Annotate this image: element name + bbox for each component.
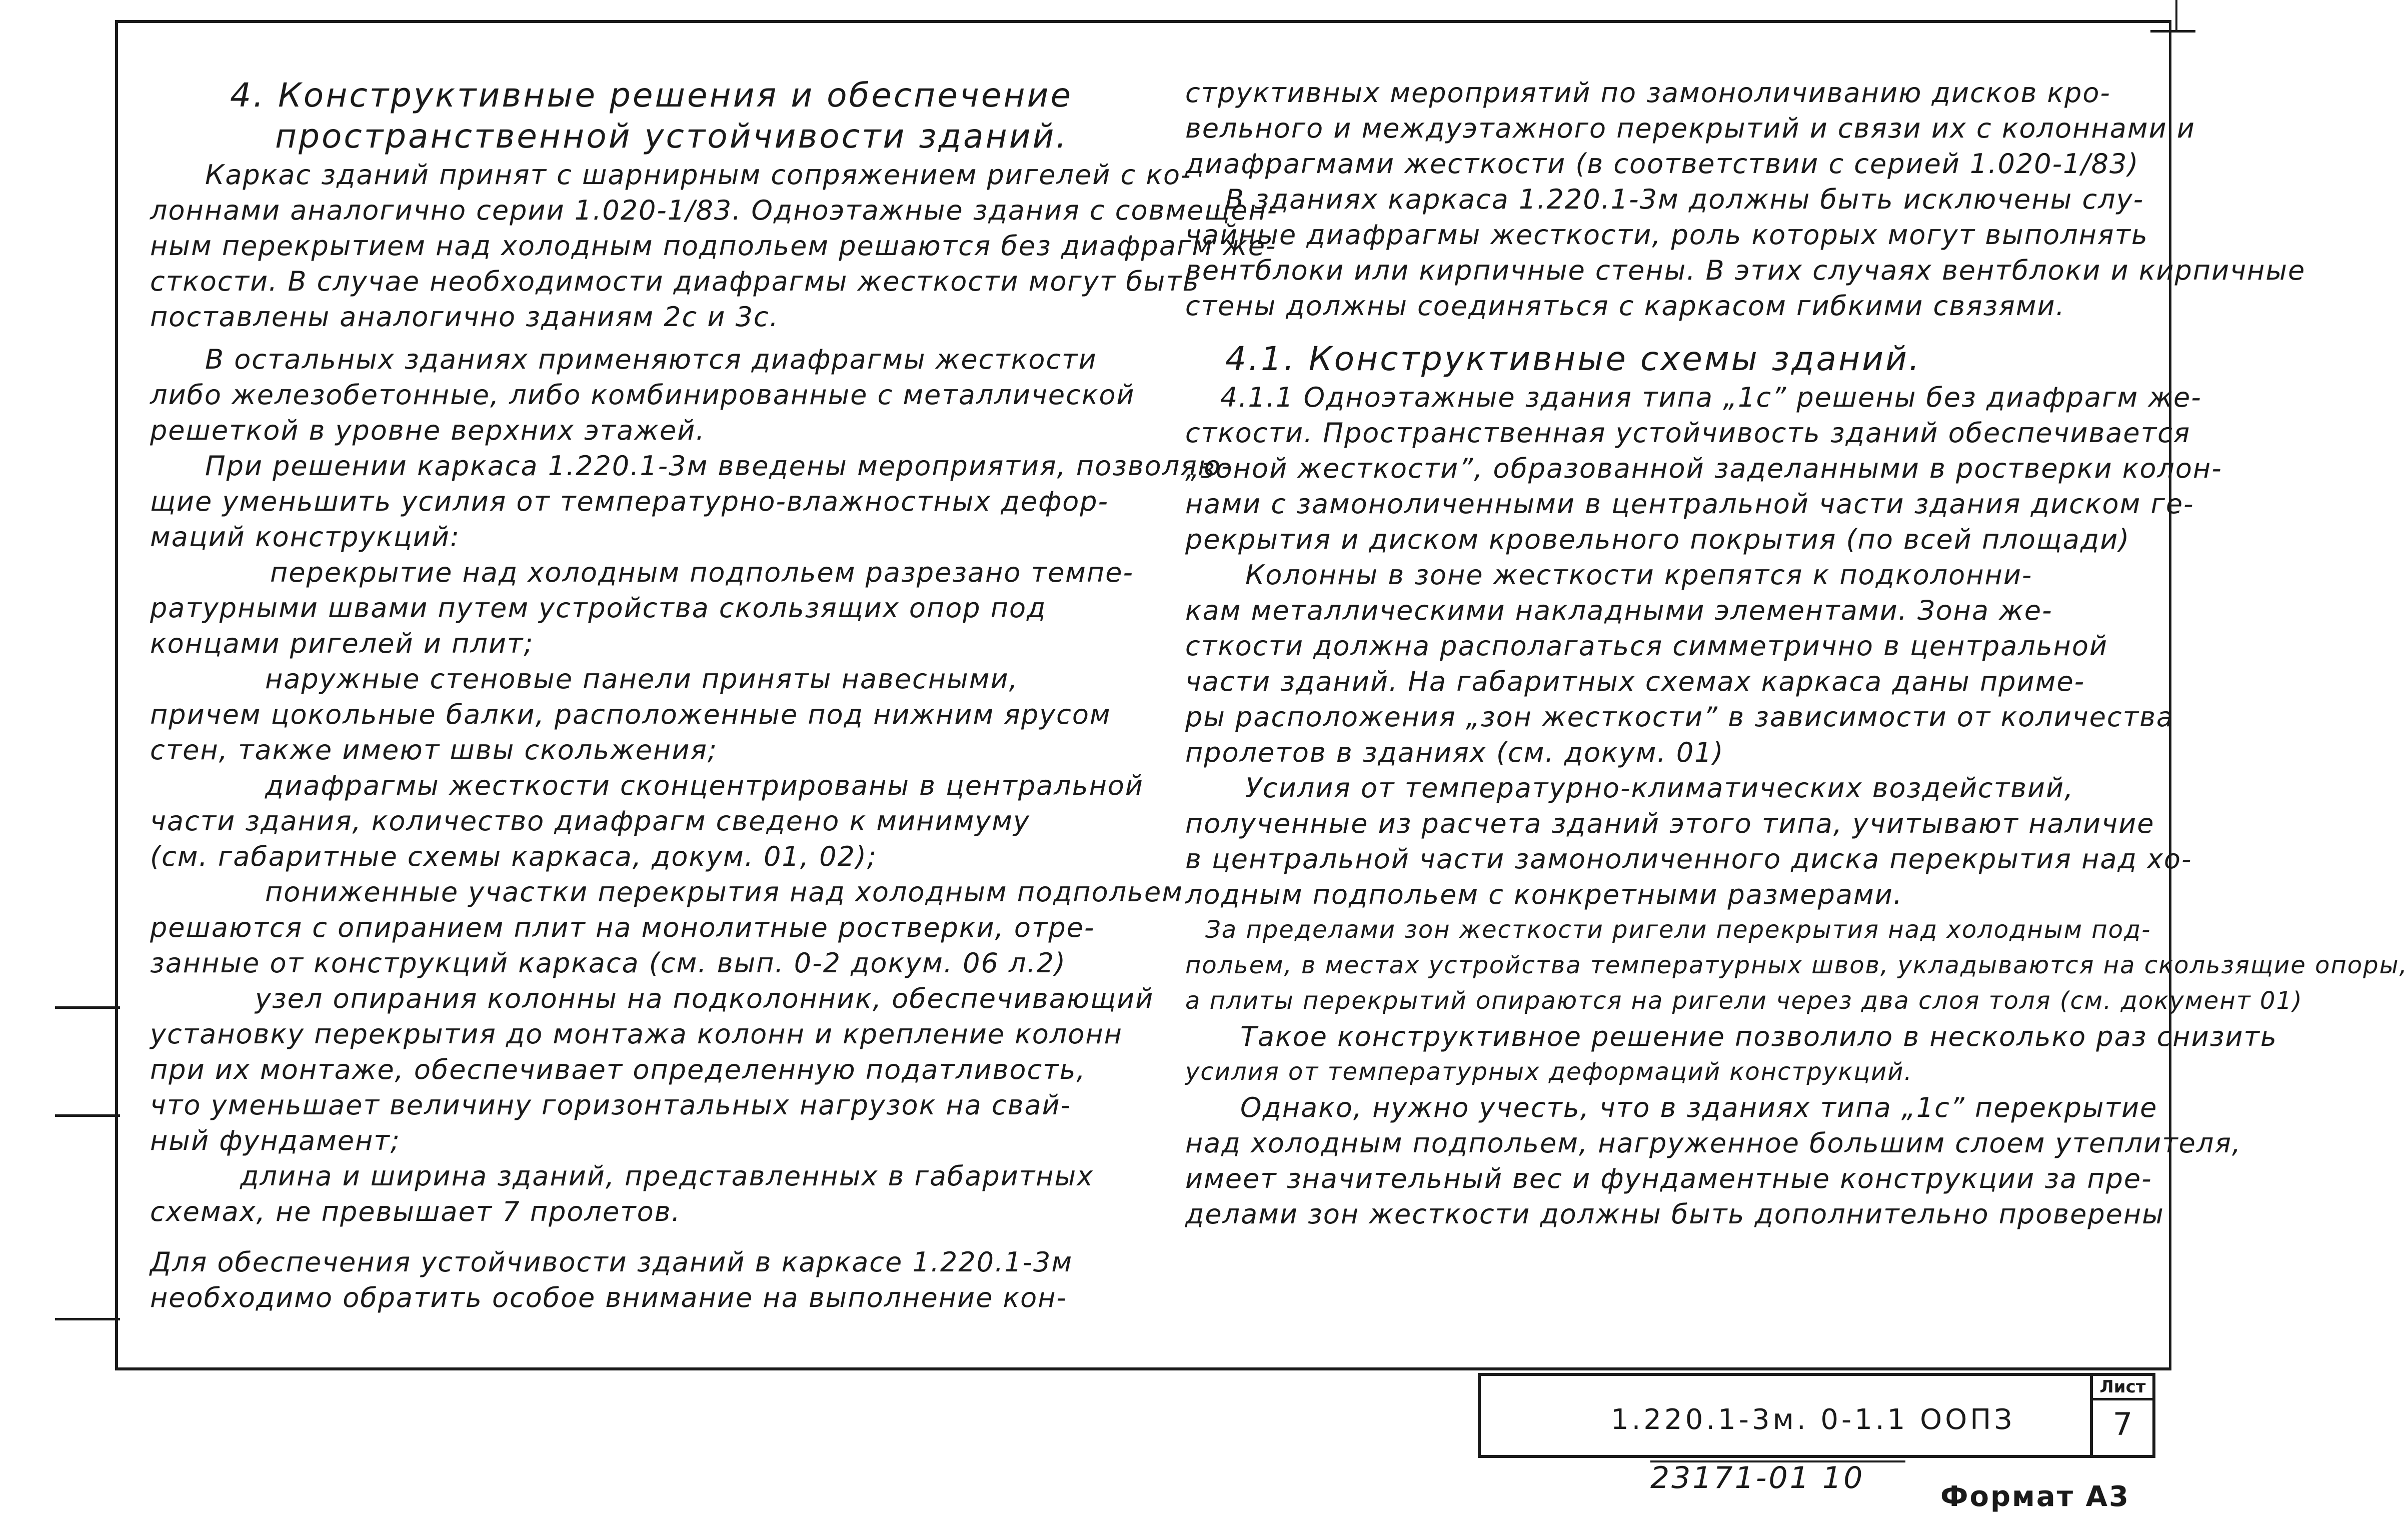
text-line: пролетов в зданиях (см. докум. 01)	[1185, 737, 1724, 768]
left-text-column	[150, 75, 1278, 1315]
frame-corner-mark	[2150, 30, 2195, 33]
text-line: делами зон жесткости должны быть дополнительно проверены	[1185, 1198, 2164, 1230]
section-heading: пространственной устойчивости зданий.	[275, 117, 1069, 156]
text-line: концами ригелей и плит;	[150, 628, 534, 659]
sheet-format: Формат А3	[1940, 1480, 2130, 1513]
text-line: ры расположения „зон жесткости” в зависимости от количества	[1185, 701, 2174, 733]
text-line: имеет значительный вес и фундаментные конструкции за пре-	[1185, 1163, 2152, 1194]
text-line: маций конструкций:	[150, 521, 461, 553]
frame-corner-mark	[2175, 0, 2177, 30]
text-line: В остальных зданиях применяются диафрагмы жесткости	[205, 344, 1097, 375]
text-line: „зоной жесткости”, образованной заделанными в ростверки колон-	[1185, 453, 2222, 484]
text-line: поставлены аналогично зданиям 2с и 3с.	[150, 301, 779, 333]
text-line: над холодным подпольем, нагруженное большим слоем утеплителя,	[1185, 1127, 2242, 1159]
binding-tick	[55, 1114, 120, 1117]
text-line: сткости. В случае необходимости диафрагмы жесткости могут быть	[150, 266, 1200, 297]
text-line: ратурными швами путем устройства скользящих опор под	[150, 592, 1047, 624]
section-heading: 4. Конструктивные решения и обеспечение	[230, 76, 1073, 115]
text-line: в центральной части замоноличенного диска перекрытия над хо-	[1185, 843, 2192, 875]
text-line: причем цокольные балки, расположенные под нижним ярусом	[150, 699, 1111, 730]
text-line: 4.1.1 Одноэтажные здания типа „1с” решены без диафрагм же-	[1220, 382, 2202, 413]
binding-tick	[55, 1318, 120, 1320]
text-line: сткости должна располагаться симметрично в центральной	[1185, 630, 2108, 662]
text-line: структивных мероприятий по замоноличиванию дисков кро-	[1185, 77, 2111, 109]
text-line: Такое конструктивное решение позволило в несколько раз снизить	[1240, 1021, 2277, 1052]
text-line: схемах, не превышает 7 пролетов.	[150, 1196, 681, 1227]
text-line: лодным подпольем с конкретными размерами.	[1185, 879, 1903, 910]
text-line: кам металлическими накладными элементами. Зона же-	[1185, 595, 2053, 626]
text-line: щие уменьшить усилия от температурно-влажностных дефор-	[150, 486, 1109, 517]
text-line: сткости. Пространственная устойчивость зданий обеспечивается	[1185, 417, 2191, 449]
sheet-number: 7	[2112, 1406, 2133, 1442]
subsection-heading: 4.1. Конструктивные схемы зданий.	[1225, 340, 1921, 378]
text-line: стен, также имеют швы скольжения;	[150, 734, 718, 766]
text-line: решеткой в уровне верхних этажей.	[150, 415, 706, 446]
text-line: части здания, количество диафрагм сведено к минимуму	[150, 805, 1030, 837]
text-line: решаются с опиранием плит на монолитные ростверки, отре-	[150, 912, 1095, 943]
text-line: занные от конструкций каркаса (см. вып. 0-2 докум. 06 л.2)	[150, 947, 1067, 979]
text-line: установку перекрытия до монтажа колонн и крепление колонн	[150, 1018, 1123, 1050]
text-line: Для обеспечения устойчивости зданий в каркасе 1.220.1-3м	[150, 1246, 1073, 1278]
text-line: диафрагмами жесткости (в соответствии с серией 1.020-1/83)	[1185, 148, 2139, 180]
text-line: ным перекрытием над холодным подпольем решаются без диафрагм же-	[150, 230, 1277, 262]
text-line: лоннами аналогично серии 1.020-1/83. Одноэтажные здания с совмещен-	[150, 195, 1278, 226]
text-line: Усилия от температурно-климатических воздействий,	[1245, 772, 2074, 804]
title-block-stamp	[1478, 1373, 2155, 1458]
right-text-column	[1185, 75, 2408, 1232]
text-line: либо железобетонные, либо комбинированные с металлической	[150, 379, 1135, 411]
text-line: чайные диафрагмы жесткости, роль которых могут выполнять	[1185, 219, 2148, 251]
text-line: Каркас зданий принят с шарнирным сопряжением ригелей с ко-	[205, 159, 1192, 191]
text-line: (см. габаритные схемы каркаса, докум. 01, 02);	[150, 841, 878, 872]
text-line: В зданиях каркаса 1.220.1-3м должны быть исключены слу-	[1225, 184, 2144, 215]
text-line: вентблоки или кирпичные стены. В этих случаях вентблоки и кирпичные	[1185, 255, 2306, 286]
text-line: При решении каркаса 1.220.1-3м введены мероприятия, позволяю-	[205, 450, 1232, 482]
text-line: вельного и междуэтажного перекрытий и связи их с колоннами и	[1185, 113, 2195, 144]
text-line: ный фундамент;	[150, 1125, 401, 1156]
text-line: перекрытие над холодным подпольем разрезано темпе-	[270, 557, 1134, 588]
sheet-box	[2090, 1376, 2152, 1455]
sheet-label: Лист	[2093, 1376, 2152, 1400]
text-line: а плиты перекрытий опираются на ригели через два слоя толя (см. документ 01)	[1185, 987, 2303, 1015]
text-line: стены должны соединяться с каркасом гибкими связями.	[1185, 290, 2065, 322]
binding-tick	[55, 1006, 120, 1009]
text-line: что уменьшает величину горизонтальных нагрузок на свай-	[150, 1089, 1072, 1121]
text-line: длина и ширина зданий, представленных в габаритных	[240, 1160, 1094, 1192]
text-line: рекрытия и диском кровельного покрытия (по всей площади)	[1185, 524, 2130, 555]
text-line: пониженные участки перекрытия над холодным подпольем	[265, 876, 1183, 908]
text-line: части зданий. На габаритных схемах каркаса даны приме-	[1185, 666, 2085, 697]
text-line: полученные из расчета зданий этого типа, учитывают наличие	[1185, 808, 2155, 839]
text-line: при их монтаже, обеспечивает определенную податливость,	[150, 1054, 1086, 1085]
text-line: нами с замоноличенными в центральной части здания диском ге-	[1185, 488, 2194, 520]
document-code: 1.220.1-3м. 0-1.1 ООПЗ	[1611, 1403, 2015, 1436]
text-line: усилия от температурных деформаций конструкций.	[1185, 1058, 1913, 1086]
text-line: необходимо обратить особое внимание на выполнение кон-	[150, 1282, 1067, 1313]
text-line: Однако, нужно учесть, что в зданиях типа „1с” перекрытие	[1240, 1092, 2158, 1123]
text-line: наружные стеновые панели приняты навесными,	[265, 663, 1019, 695]
text-line: польем, в местах устройства температурных швов, укладываются на скользящие опоры,	[1185, 951, 2408, 979]
inventory-number: 23171-01 10	[1650, 1460, 1865, 1495]
text-line: узел опирания колонны на подколонник, обеспечивающий	[255, 983, 1154, 1014]
text-line: диафрагмы жесткости сконцентрированы в центральной	[265, 770, 1144, 801]
text-line: За пределами зон жесткости ригели перекрытия над холодным под-	[1205, 916, 2151, 944]
text-line: Колонны в зоне жесткости крепятся к подколонни-	[1245, 559, 2033, 591]
